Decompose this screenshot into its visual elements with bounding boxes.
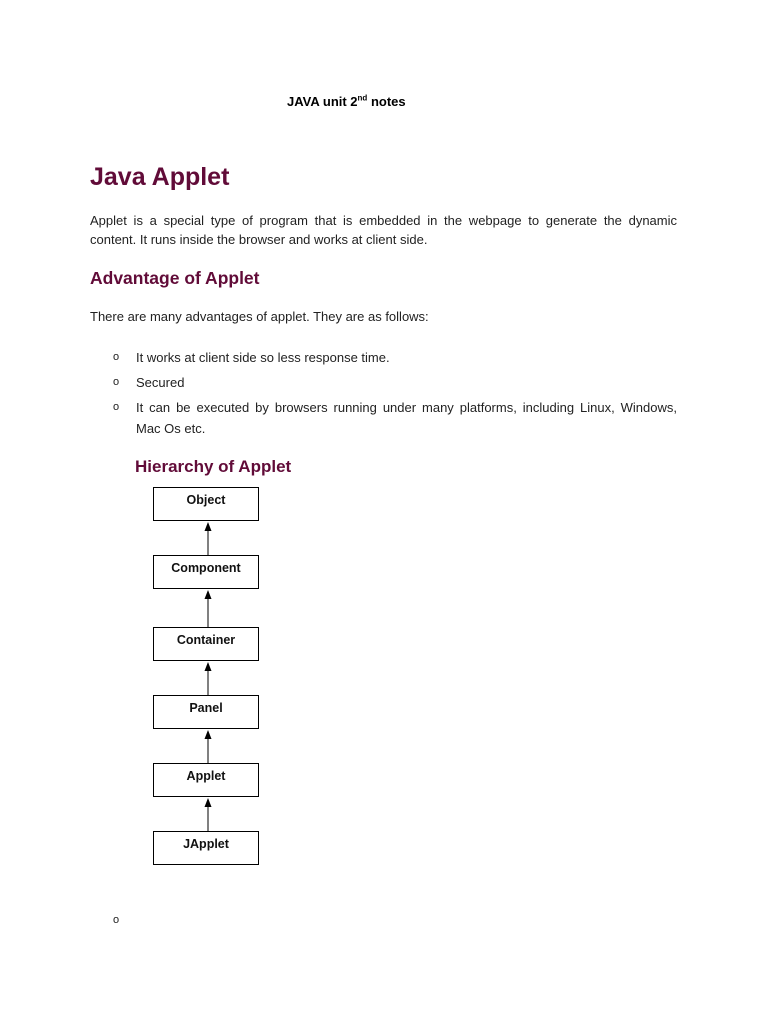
hierarchy-node-object: Object [153, 487, 259, 521]
intro-paragraph: Applet is a special type of program that is embedded in the webpage to generate the dynamic content. It runs inside the browser and works at client side. [90, 213, 677, 247]
hierarchy-node-container: Container [153, 627, 259, 661]
arrow-container-to-component [205, 590, 212, 627]
list-item: Secured [136, 375, 185, 390]
list-item: It works at client side so less response time. [136, 350, 390, 365]
list-bullet-icon: o [113, 401, 120, 413]
empty-list-bullet-icon: o [113, 914, 120, 926]
hierarchy-node-japplet: JApplet [153, 831, 259, 865]
header-prefix: JAVA unit 2 [287, 94, 358, 109]
page-title: Java Applet [90, 163, 230, 191]
list-bullet-icon: o [113, 376, 120, 388]
list-item: It can be executed by browsers running under many platforms, including Linux, Windows, Mac Os etc. [136, 400, 677, 436]
arrow-japplet-to-applet [205, 798, 212, 831]
hierarchy-node-component: Component [153, 555, 259, 589]
header-suffix: notes [367, 94, 406, 109]
hierarchy-node-applet: Applet [153, 763, 259, 797]
list-bullet-icon: o [113, 351, 120, 363]
advantages-intro: There are many advantages of applet. They are as follows: [90, 309, 429, 324]
header-superscript: nd [357, 93, 368, 103]
arrow-panel-to-container [205, 662, 212, 695]
hierarchy-node-panel: Panel [153, 695, 259, 729]
arrow-applet-to-panel [205, 730, 212, 763]
hierarchy-heading: Hierarchy of Applet [135, 457, 292, 476]
arrow-component-to-object [205, 522, 212, 555]
advantages-heading: Advantage of Applet [90, 268, 260, 288]
